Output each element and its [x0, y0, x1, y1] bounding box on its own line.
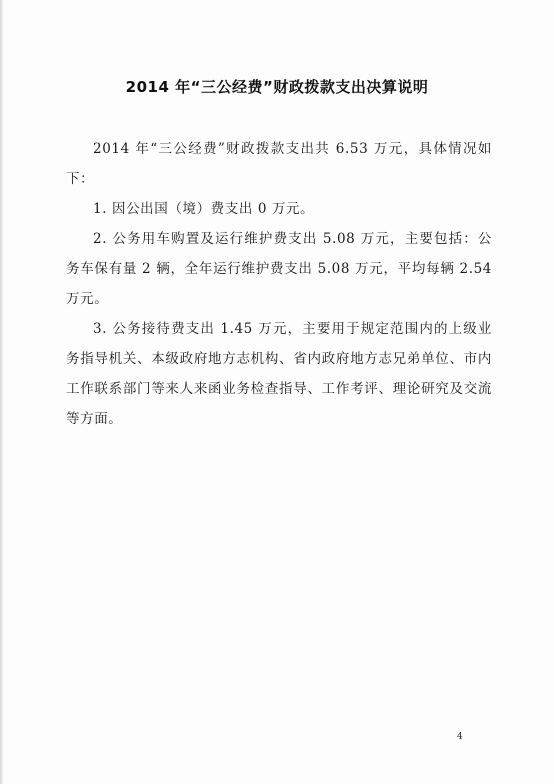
paragraph-item-2: 2. 公务用车购置及运行维护费支出 5.08 万元，主要包括：公务车保有量 2 辆，全年运行维护费支出 5.08 万元，平均每辆 2.54 万元。	[66, 231, 492, 307]
paragraph-item-3: 3. 公务接待费支出 1.45 万元，主要用于规定范围内的上级业务指导机关、本级政府地方志机构、省内政府地方志兄弟单位、市内工作联系部门等来人来函业务检查指导、工作考评、理论研究及交流等方面。	[66, 321, 492, 427]
page-number: 4	[457, 732, 463, 742]
paragraph-item-1: 1. 因公出国（境）费支出 0 万元。	[93, 201, 315, 217]
body-text	[66, 134, 492, 434]
page-title: 2014 年“三公经费”财政拨款支出决算说明	[125, 78, 429, 96]
paragraph-summary: 2014 年“三公经费”财政拨款支出共 6.53 万元，具体情况如下：	[66, 141, 492, 187]
scan-edge	[0, 0, 3, 784]
